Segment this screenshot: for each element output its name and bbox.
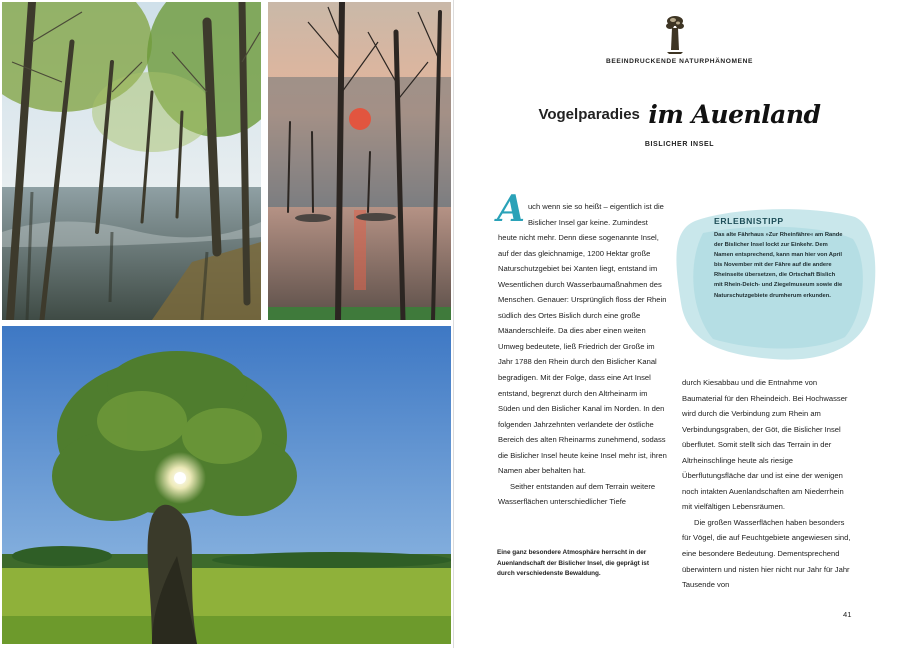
willow-tree-emblem-icon <box>661 14 689 56</box>
page-subtitle: BISLICHER INSEL <box>644 141 715 148</box>
page-title <box>453 100 906 129</box>
photo-flooded-forest <box>2 2 261 320</box>
tip-title: ERLEBNISTIPP <box>714 216 784 226</box>
drop-cap: A <box>497 188 525 230</box>
paragraph-intro <box>497 188 668 479</box>
photo-caption: Eine ganz besondere Atmosphäre herrscht in der Auenlandschaft der Bislicher Insel, die geprägt ist durch verschiedenste Bewaldung. <box>497 549 649 577</box>
page-number: 41 <box>843 610 852 619</box>
paragraph-floodplain: durch Kiesabbau und die Entnahme von Baumaterial für den Rheindeich. Bei Hochwasser wird durch die Verbindung zum Rhein am Verbindungsgraben, der Göt, die Bislicher Insel überflutet. Somit stellt sich das Terrain in der Altrheinschlinge heute als riesige Überflutungsfläche dar und ist eine der wenigen noch intakten Auenlandschaften am Niederrhein mit vielfältigen Lebensräumen. <box>682 378 848 512</box>
paragraph-continued: Seither entstanden auf dem Terrain weitere Wasserflächen unterschiedlicher Tiefe <box>498 481 656 507</box>
paragraph-intro-text: uch wenn sie so heißt – eigentlich ist die Bislicher Insel gar keine. Zumindest heute nicht mehr. Denn diese sogenannte Insel, auf der das gleichnamige, 1200 Hektar große Naturschutzgebiet bei Xanten liegt, entstand im Wesentlichen durch Wasserbaumaßnahmen des Menschen. Genauer: Ursprünglich floss der Rhein südlich des Ortes Bislich durch eine große Mäanderschleife. Da dies aber einen weiten Umweg bedeutete, ließ Friedrich der Große im Jahr 1788 den Rhein durch den Bislicher Kanal begradigen. Mit der Folge, dass eine Art Insel entstand, begrenzt durch den Altrheinarm im Süden und den Bislicher Kanal im Norden. In den folgenden Jahrzehnten verlandete der östliche Bereich des alten Rheinarms zunehmend, sodass die Bislicher Insel heute keine Insel mehr ist, ihren Namen aber behalten hat. <box>498 202 667 476</box>
paragraph-birds: Die großen Wasserflächen haben besonders für Vögel, die auf Feuchtgebiete angewiesen sind, eine besondere Bedeutung. Dementsprechend überwintern und nisten hier nicht nur Jahr für Jahr Tausende von <box>682 517 851 590</box>
text-column-1 <box>497 188 668 510</box>
photo-sunset-floodplain <box>268 2 451 320</box>
section-kicker: BEEINDRUCKENDE NATURPHÄNOMENE <box>606 58 753 65</box>
flooded-forest-image <box>2 2 261 320</box>
title-script: im Auenland <box>648 100 821 129</box>
title-main: Vogelparadies <box>538 106 640 123</box>
pollard-willow-image <box>2 326 451 644</box>
photo-pollard-willow <box>2 326 451 644</box>
sunset-floodplain-image <box>268 2 451 320</box>
text-column-2 <box>682 375 854 593</box>
tip-text: Das alte Fährhaus »Zur Rheinfähre« am Rande der Bislicher Insel lockt zur Einkehr. Dem Namen entsprechend, kann man hier von April bis November mit der Fähre auf die andere Rheinseite übersetzen, die Ortschaft Bislich mit Rhein-Deich- und Ziegelmuseum sowie die Naturschutzgebiete drumherum erkunden. <box>714 232 843 299</box>
